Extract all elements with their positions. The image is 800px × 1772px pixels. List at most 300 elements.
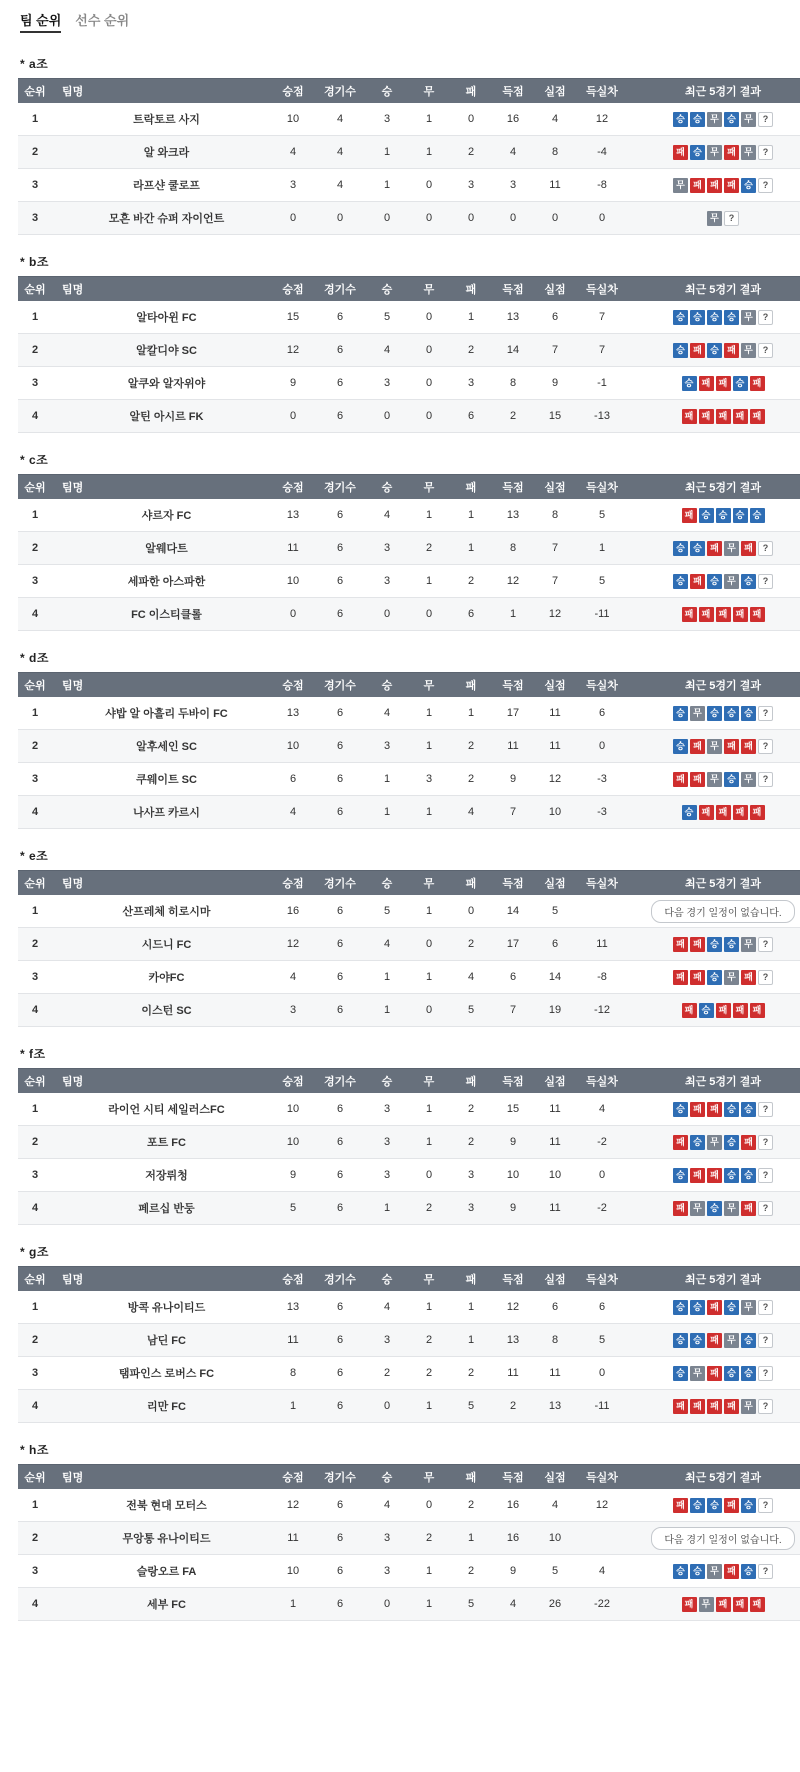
question-icon[interactable]: ? xyxy=(758,574,773,589)
cell-draw: 0 xyxy=(408,1489,450,1522)
column-header-points: 승점 xyxy=(272,277,314,302)
group-section xyxy=(18,1243,782,1423)
cell-ga: 7 xyxy=(534,334,576,367)
form-chip-draw: 무 xyxy=(724,574,739,589)
cell-team[interactable]: 세부 FC xyxy=(52,1588,272,1621)
cell-team[interactable]: 리만 FC xyxy=(52,1390,272,1423)
form-chip-draw: 무 xyxy=(724,541,739,556)
cell-loss: 2 xyxy=(450,1126,492,1159)
cell-gd: 7 xyxy=(576,334,628,367)
table-row[interactable] xyxy=(18,301,800,334)
question-icon[interactable]: ? xyxy=(758,1201,773,1216)
cell-rank: 1 xyxy=(18,301,52,334)
column-header-gf: 득점 xyxy=(492,79,534,104)
cell-win: 4 xyxy=(366,1489,408,1522)
table-row[interactable] xyxy=(18,895,800,928)
cell-draw: 3 xyxy=(408,763,450,796)
form-chip-win: 승 xyxy=(724,1300,739,1315)
column-header-team: 팀명 xyxy=(52,1465,272,1490)
cell-rank: 4 xyxy=(18,598,52,631)
cell-team[interactable]: 포트 FC xyxy=(52,1126,272,1159)
cell-gf: 16 xyxy=(492,1489,534,1522)
table-header-row xyxy=(18,673,800,698)
cell-points: 10 xyxy=(272,1093,314,1126)
group-title: * e조 xyxy=(20,849,49,863)
cell-gf: 13 xyxy=(492,499,534,532)
question-icon[interactable]: ? xyxy=(758,1135,773,1150)
form-chip-list xyxy=(634,541,800,556)
question-icon[interactable]: ? xyxy=(758,541,773,556)
cell-team[interactable]: 방콕 유나이티드 xyxy=(52,1291,272,1324)
form-chip-draw: 무 xyxy=(707,1135,722,1150)
cell-gd: -1 xyxy=(576,367,628,400)
table-header-row xyxy=(18,871,800,896)
cell-recent-form xyxy=(628,301,800,334)
form-chip-list xyxy=(634,772,800,787)
column-header-form: 최근 5경기 결과 xyxy=(628,277,800,302)
cell-rank: 3 xyxy=(18,202,52,235)
cell-team[interactable]: 알틴 아시르 FK xyxy=(52,400,272,433)
cell-team[interactable]: 알칼디야 SC xyxy=(52,334,272,367)
column-header-ga: 실점 xyxy=(534,673,576,698)
table-row[interactable] xyxy=(18,1126,800,1159)
cell-recent-form xyxy=(628,1522,800,1555)
form-chip-win: 승 xyxy=(673,1102,688,1117)
cell-rank: 3 xyxy=(18,367,52,400)
form-chip-win: 승 xyxy=(690,1564,705,1579)
column-header-gf: 득점 xyxy=(492,673,534,698)
form-chip-loss: 패 xyxy=(724,178,739,193)
cell-points: 10 xyxy=(272,1555,314,1588)
column-header-draw: 무 xyxy=(408,1465,450,1490)
form-chip-list xyxy=(634,1168,800,1183)
cell-ga: 4 xyxy=(534,1489,576,1522)
cell-rank: 4 xyxy=(18,796,52,829)
table-row[interactable] xyxy=(18,1093,800,1126)
cell-draw: 1 xyxy=(408,895,450,928)
question-icon[interactable]: ? xyxy=(758,1300,773,1315)
column-header-team: 팀명 xyxy=(52,277,272,302)
group-title: * d조 xyxy=(20,651,49,665)
cell-gf: 10 xyxy=(492,1159,534,1192)
cell-rank: 2 xyxy=(18,1522,52,1555)
cell-points: 0 xyxy=(272,598,314,631)
column-header-loss: 패 xyxy=(450,871,492,896)
form-chip-win: 승 xyxy=(750,508,765,523)
standings-table xyxy=(18,276,800,433)
table-row[interactable] xyxy=(18,367,800,400)
cell-team[interactable]: 샤르자 FC xyxy=(52,499,272,532)
form-chip-draw: 무 xyxy=(724,970,739,985)
cell-rank: 2 xyxy=(18,532,52,565)
cell-gf: 13 xyxy=(492,1324,534,1357)
cell-loss: 1 xyxy=(450,301,492,334)
cell-recent-form xyxy=(628,1291,800,1324)
question-icon[interactable]: ? xyxy=(758,1498,773,1513)
form-chip-list xyxy=(634,376,800,391)
cell-team[interactable]: 쿠웨이트 SC xyxy=(52,763,272,796)
cell-points: 12 xyxy=(272,334,314,367)
cell-draw: 0 xyxy=(408,169,450,202)
cell-win: 0 xyxy=(366,598,408,631)
cell-draw: 0 xyxy=(408,301,450,334)
cell-team[interactable]: 페르십 반둥 xyxy=(52,1192,272,1225)
form-chip-loss: 패 xyxy=(690,343,705,358)
cell-rank: 3 xyxy=(18,1357,52,1390)
table-row[interactable] xyxy=(18,1324,800,1357)
cell-played: 6 xyxy=(314,499,366,532)
cell-win: 5 xyxy=(366,301,408,334)
cell-win: 3 xyxy=(366,1093,408,1126)
cell-ga: 13 xyxy=(534,1390,576,1423)
cell-team[interactable]: 산프레체 히로시마 xyxy=(52,895,272,928)
form-chip-loss: 패 xyxy=(699,805,714,820)
table-row[interactable] xyxy=(18,730,800,763)
table-row[interactable] xyxy=(18,763,800,796)
cell-played: 6 xyxy=(314,1522,366,1555)
question-icon[interactable]: ? xyxy=(758,970,773,985)
form-chip-win: 승 xyxy=(690,112,705,127)
cell-recent-form xyxy=(628,1555,800,1588)
cell-points: 10 xyxy=(272,730,314,763)
cell-gf: 17 xyxy=(492,697,534,730)
column-header-gf: 득점 xyxy=(492,1069,534,1094)
form-chip-loss: 패 xyxy=(741,970,756,985)
table-row[interactable] xyxy=(18,1588,800,1621)
form-chip-loss: 패 xyxy=(673,970,688,985)
column-header-gf: 득점 xyxy=(492,1267,534,1292)
form-chip-loss: 패 xyxy=(699,607,714,622)
table-row[interactable] xyxy=(18,1357,800,1390)
form-chip-win: 승 xyxy=(690,145,705,160)
table-row[interactable] xyxy=(18,598,800,631)
cell-gd: 6 xyxy=(576,1291,628,1324)
cell-rank: 3 xyxy=(18,763,52,796)
column-header-form: 최근 5경기 결과 xyxy=(628,1465,800,1490)
cell-points: 0 xyxy=(272,202,314,235)
form-chip-loss: 패 xyxy=(690,178,705,193)
form-chip-win: 승 xyxy=(741,1168,756,1183)
column-header-loss: 패 xyxy=(450,1267,492,1292)
cell-team[interactable]: 무앙통 유나이티드 xyxy=(52,1522,272,1555)
cell-rank: 4 xyxy=(18,1588,52,1621)
cell-gd: 5 xyxy=(576,565,628,598)
cell-team[interactable]: 트락토르 사지 xyxy=(52,103,272,136)
cell-ga: 5 xyxy=(534,895,576,928)
table-row[interactable] xyxy=(18,1555,800,1588)
form-chip-list xyxy=(634,508,800,523)
cell-team[interactable]: 라이언 시티 세일러스FC xyxy=(52,1093,272,1126)
form-chip-draw: 무 xyxy=(741,772,756,787)
column-header-ga: 실점 xyxy=(534,1069,576,1094)
question-icon[interactable]: ? xyxy=(758,178,773,193)
group-title: * b조 xyxy=(20,255,49,269)
cell-team[interactable]: 라프샨 쿨로프 xyxy=(52,169,272,202)
cell-recent-form xyxy=(628,169,800,202)
question-icon[interactable]: ? xyxy=(724,211,739,226)
cell-gf: 11 xyxy=(492,1357,534,1390)
form-chip-draw: 무 xyxy=(741,310,756,325)
question-icon[interactable]: ? xyxy=(758,343,773,358)
form-chip-loss: 패 xyxy=(690,772,705,787)
table-row[interactable] xyxy=(18,103,800,136)
cell-loss: 2 xyxy=(450,1489,492,1522)
cell-gf: 12 xyxy=(492,1291,534,1324)
cell-gd: 0 xyxy=(576,1357,628,1390)
cell-ga: 6 xyxy=(534,928,576,961)
cell-gf: 13 xyxy=(492,301,534,334)
cell-loss: 4 xyxy=(450,961,492,994)
form-chip-loss: 패 xyxy=(707,1300,722,1315)
cell-draw: 0 xyxy=(408,598,450,631)
cell-ga: 19 xyxy=(534,994,576,1027)
form-chip-loss: 패 xyxy=(673,937,688,952)
question-icon[interactable]: ? xyxy=(758,739,773,754)
table-row[interactable] xyxy=(18,994,800,1027)
column-header-played: 경기수 xyxy=(314,1465,366,1490)
groups-container xyxy=(0,55,800,1621)
cell-loss: 1 xyxy=(450,532,492,565)
column-header-gd: 득실차 xyxy=(576,1465,628,1490)
form-chip-win: 승 xyxy=(724,310,739,325)
form-chip-draw: 무 xyxy=(690,1201,705,1216)
form-chip-win: 승 xyxy=(690,1333,705,1348)
question-icon[interactable]: ? xyxy=(758,937,773,952)
cell-gd: -8 xyxy=(576,961,628,994)
cell-loss: 2 xyxy=(450,136,492,169)
column-header-ga: 실점 xyxy=(534,79,576,104)
cell-gd: 4 xyxy=(576,1093,628,1126)
cell-gf: 9 xyxy=(492,1555,534,1588)
cell-played: 6 xyxy=(314,565,366,598)
cell-team[interactable]: 시드니 FC xyxy=(52,928,272,961)
cell-ga: 26 xyxy=(534,1588,576,1621)
cell-recent-form xyxy=(628,1192,800,1225)
cell-loss: 2 xyxy=(450,1357,492,1390)
form-chip-loss: 패 xyxy=(690,937,705,952)
group-title: * a조 xyxy=(20,57,49,71)
form-chip-list xyxy=(634,607,800,622)
cell-points: 9 xyxy=(272,1159,314,1192)
cell-points: 1 xyxy=(272,1390,314,1423)
form-chip-loss: 패 xyxy=(690,574,705,589)
cell-gf: 11 xyxy=(492,730,534,763)
cell-team[interactable]: 알 와크라 xyxy=(52,136,272,169)
form-chip-win: 승 xyxy=(733,376,748,391)
column-header-loss: 패 xyxy=(450,79,492,104)
cell-team[interactable]: 저장뤼청 xyxy=(52,1159,272,1192)
cell-team[interactable]: 탬파인스 로버스 FC xyxy=(52,1357,272,1390)
cell-ga: 8 xyxy=(534,1324,576,1357)
table-row[interactable] xyxy=(18,1192,800,1225)
cell-points: 8 xyxy=(272,1357,314,1390)
table-row[interactable] xyxy=(18,169,800,202)
form-chip-win: 승 xyxy=(724,1366,739,1381)
cell-loss: 6 xyxy=(450,598,492,631)
cell-team[interactable]: 남딘 FC xyxy=(52,1324,272,1357)
table-row[interactable] xyxy=(18,928,800,961)
form-chip-draw: 무 xyxy=(724,1201,739,1216)
cell-gf: 0 xyxy=(492,202,534,235)
cell-ga: 5 xyxy=(534,1555,576,1588)
cell-rank: 2 xyxy=(18,136,52,169)
cell-gf: 14 xyxy=(492,895,534,928)
column-header-team: 팀명 xyxy=(52,1069,272,1094)
cell-team[interactable]: 이스턴 SC xyxy=(52,994,272,1027)
form-chip-loss: 패 xyxy=(750,805,765,820)
cell-draw: 1 xyxy=(408,697,450,730)
cell-played: 6 xyxy=(314,1555,366,1588)
form-chip-win: 승 xyxy=(673,706,688,721)
column-header-gd: 득실차 xyxy=(576,673,628,698)
cell-gf: 12 xyxy=(492,565,534,598)
standings-table xyxy=(18,474,800,631)
cell-played: 4 xyxy=(314,136,366,169)
table-row[interactable] xyxy=(18,202,800,235)
form-chip-loss: 패 xyxy=(699,376,714,391)
table-row[interactable] xyxy=(18,499,800,532)
form-chip-loss: 패 xyxy=(716,409,731,424)
form-chip-win: 승 xyxy=(690,1498,705,1513)
cell-win: 3 xyxy=(366,1126,408,1159)
column-header-win: 승 xyxy=(366,79,408,104)
question-icon[interactable]: ? xyxy=(758,706,773,721)
cell-team[interactable]: 알타아윈 FC xyxy=(52,301,272,334)
table-row[interactable] xyxy=(18,565,800,598)
cell-recent-form xyxy=(628,796,800,829)
column-header-rank: 순위 xyxy=(18,1267,52,1292)
table-row[interactable] xyxy=(18,1522,800,1555)
cell-ga: 15 xyxy=(534,400,576,433)
cell-ga: 7 xyxy=(534,565,576,598)
cell-team[interactable]: 전북 현대 모터스 xyxy=(52,1489,272,1522)
cell-gd: 1 xyxy=(576,532,628,565)
tab-player-standings[interactable]: 선수 순위 xyxy=(75,13,130,28)
form-chip-loss: 패 xyxy=(733,1597,748,1612)
question-icon[interactable]: ? xyxy=(758,112,773,127)
table-row[interactable] xyxy=(18,1390,800,1423)
form-chip-win: 승 xyxy=(673,574,688,589)
cell-team[interactable]: 알웨다트 xyxy=(52,532,272,565)
question-icon[interactable]: ? xyxy=(758,1333,773,1348)
cell-played: 6 xyxy=(314,1324,366,1357)
cell-loss: 1 xyxy=(450,697,492,730)
cell-win: 3 xyxy=(366,1324,408,1357)
group-section xyxy=(18,649,782,829)
question-icon[interactable]: ? xyxy=(758,772,773,787)
table-row[interactable] xyxy=(18,532,800,565)
cell-ga: 10 xyxy=(534,1522,576,1555)
cell-rank: 1 xyxy=(18,499,52,532)
cell-played: 6 xyxy=(314,1588,366,1621)
cell-recent-form xyxy=(628,1324,800,1357)
table-row[interactable] xyxy=(18,1489,800,1522)
table-row[interactable] xyxy=(18,961,800,994)
form-chip-loss: 패 xyxy=(690,1399,705,1414)
cell-played: 6 xyxy=(314,1159,366,1192)
table-row[interactable] xyxy=(18,1159,800,1192)
question-icon[interactable]: ? xyxy=(758,1168,773,1183)
table-row[interactable] xyxy=(18,400,800,433)
cell-loss: 3 xyxy=(450,367,492,400)
cell-points: 9 xyxy=(272,367,314,400)
cell-gd: -22 xyxy=(576,1588,628,1621)
form-chip-loss: 패 xyxy=(750,1003,765,1018)
cell-draw: 1 xyxy=(408,730,450,763)
table-row[interactable] xyxy=(18,796,800,829)
question-icon[interactable]: ? xyxy=(758,1399,773,1414)
cell-team[interactable]: 모흔 바간 슈퍼 자이언트 xyxy=(52,202,272,235)
cell-team[interactable]: 나사프 카르시 xyxy=(52,796,272,829)
tab-team-standings[interactable]: 팀 순위 xyxy=(20,10,61,33)
cell-gf: 2 xyxy=(492,400,534,433)
form-chip-list xyxy=(634,970,800,985)
form-chip-list xyxy=(634,1498,800,1513)
cell-team[interactable]: 슬랑오르 FA xyxy=(52,1555,272,1588)
form-chip-win: 승 xyxy=(690,1135,705,1150)
form-chip-draw: 무 xyxy=(741,937,756,952)
cell-recent-form xyxy=(628,961,800,994)
group-section xyxy=(18,253,782,433)
cell-team[interactable]: 세파한 아스파한 xyxy=(52,565,272,598)
cell-gf: 9 xyxy=(492,1126,534,1159)
form-chip-win: 승 xyxy=(673,1300,688,1315)
form-chip-win: 승 xyxy=(741,178,756,193)
column-header-win: 승 xyxy=(366,475,408,500)
table-row[interactable] xyxy=(18,697,800,730)
cell-rank: 1 xyxy=(18,103,52,136)
column-header-points: 승점 xyxy=(272,1267,314,1292)
cell-loss: 2 xyxy=(450,334,492,367)
question-icon[interactable]: ? xyxy=(758,1102,773,1117)
cell-gd: 6 xyxy=(576,697,628,730)
question-icon[interactable]: ? xyxy=(758,1564,773,1579)
cell-team[interactable]: 알후세인 SC xyxy=(52,730,272,763)
table-header-row xyxy=(18,1267,800,1292)
cell-win: 1 xyxy=(366,994,408,1027)
cell-gd: 7 xyxy=(576,301,628,334)
cell-ga: 11 xyxy=(534,730,576,763)
cell-team[interactable]: 카야FC xyxy=(52,961,272,994)
cell-points: 12 xyxy=(272,1489,314,1522)
cell-team[interactable]: 샤밥 알 아흘리 두바이 FC xyxy=(52,697,272,730)
cell-gf: 7 xyxy=(492,994,534,1027)
cell-points: 12 xyxy=(272,928,314,961)
form-chip-list xyxy=(634,1300,800,1315)
cell-gd: -4 xyxy=(576,136,628,169)
cell-gf: 16 xyxy=(492,1522,534,1555)
cell-gd: 0 xyxy=(576,202,628,235)
table-row[interactable] xyxy=(18,136,800,169)
question-icon[interactable]: ? xyxy=(758,1366,773,1381)
cell-rank: 4 xyxy=(18,400,52,433)
column-header-loss: 패 xyxy=(450,475,492,500)
cell-played: 6 xyxy=(314,730,366,763)
form-chip-win: 승 xyxy=(724,772,739,787)
group-section xyxy=(18,1045,782,1225)
table-row[interactable] xyxy=(18,1291,800,1324)
cell-team[interactable]: 알쿠와 알자위야 xyxy=(52,367,272,400)
question-icon[interactable]: ? xyxy=(758,310,773,325)
form-chip-draw: 무 xyxy=(741,1399,756,1414)
question-icon[interactable]: ? xyxy=(758,145,773,160)
form-chip-list xyxy=(634,145,800,160)
table-row[interactable] xyxy=(18,334,800,367)
cell-team[interactable]: FC 이스티클롤 xyxy=(52,598,272,631)
cell-draw: 1 xyxy=(408,1555,450,1588)
form-chip-win: 승 xyxy=(707,1201,722,1216)
cell-ga: 10 xyxy=(534,1159,576,1192)
